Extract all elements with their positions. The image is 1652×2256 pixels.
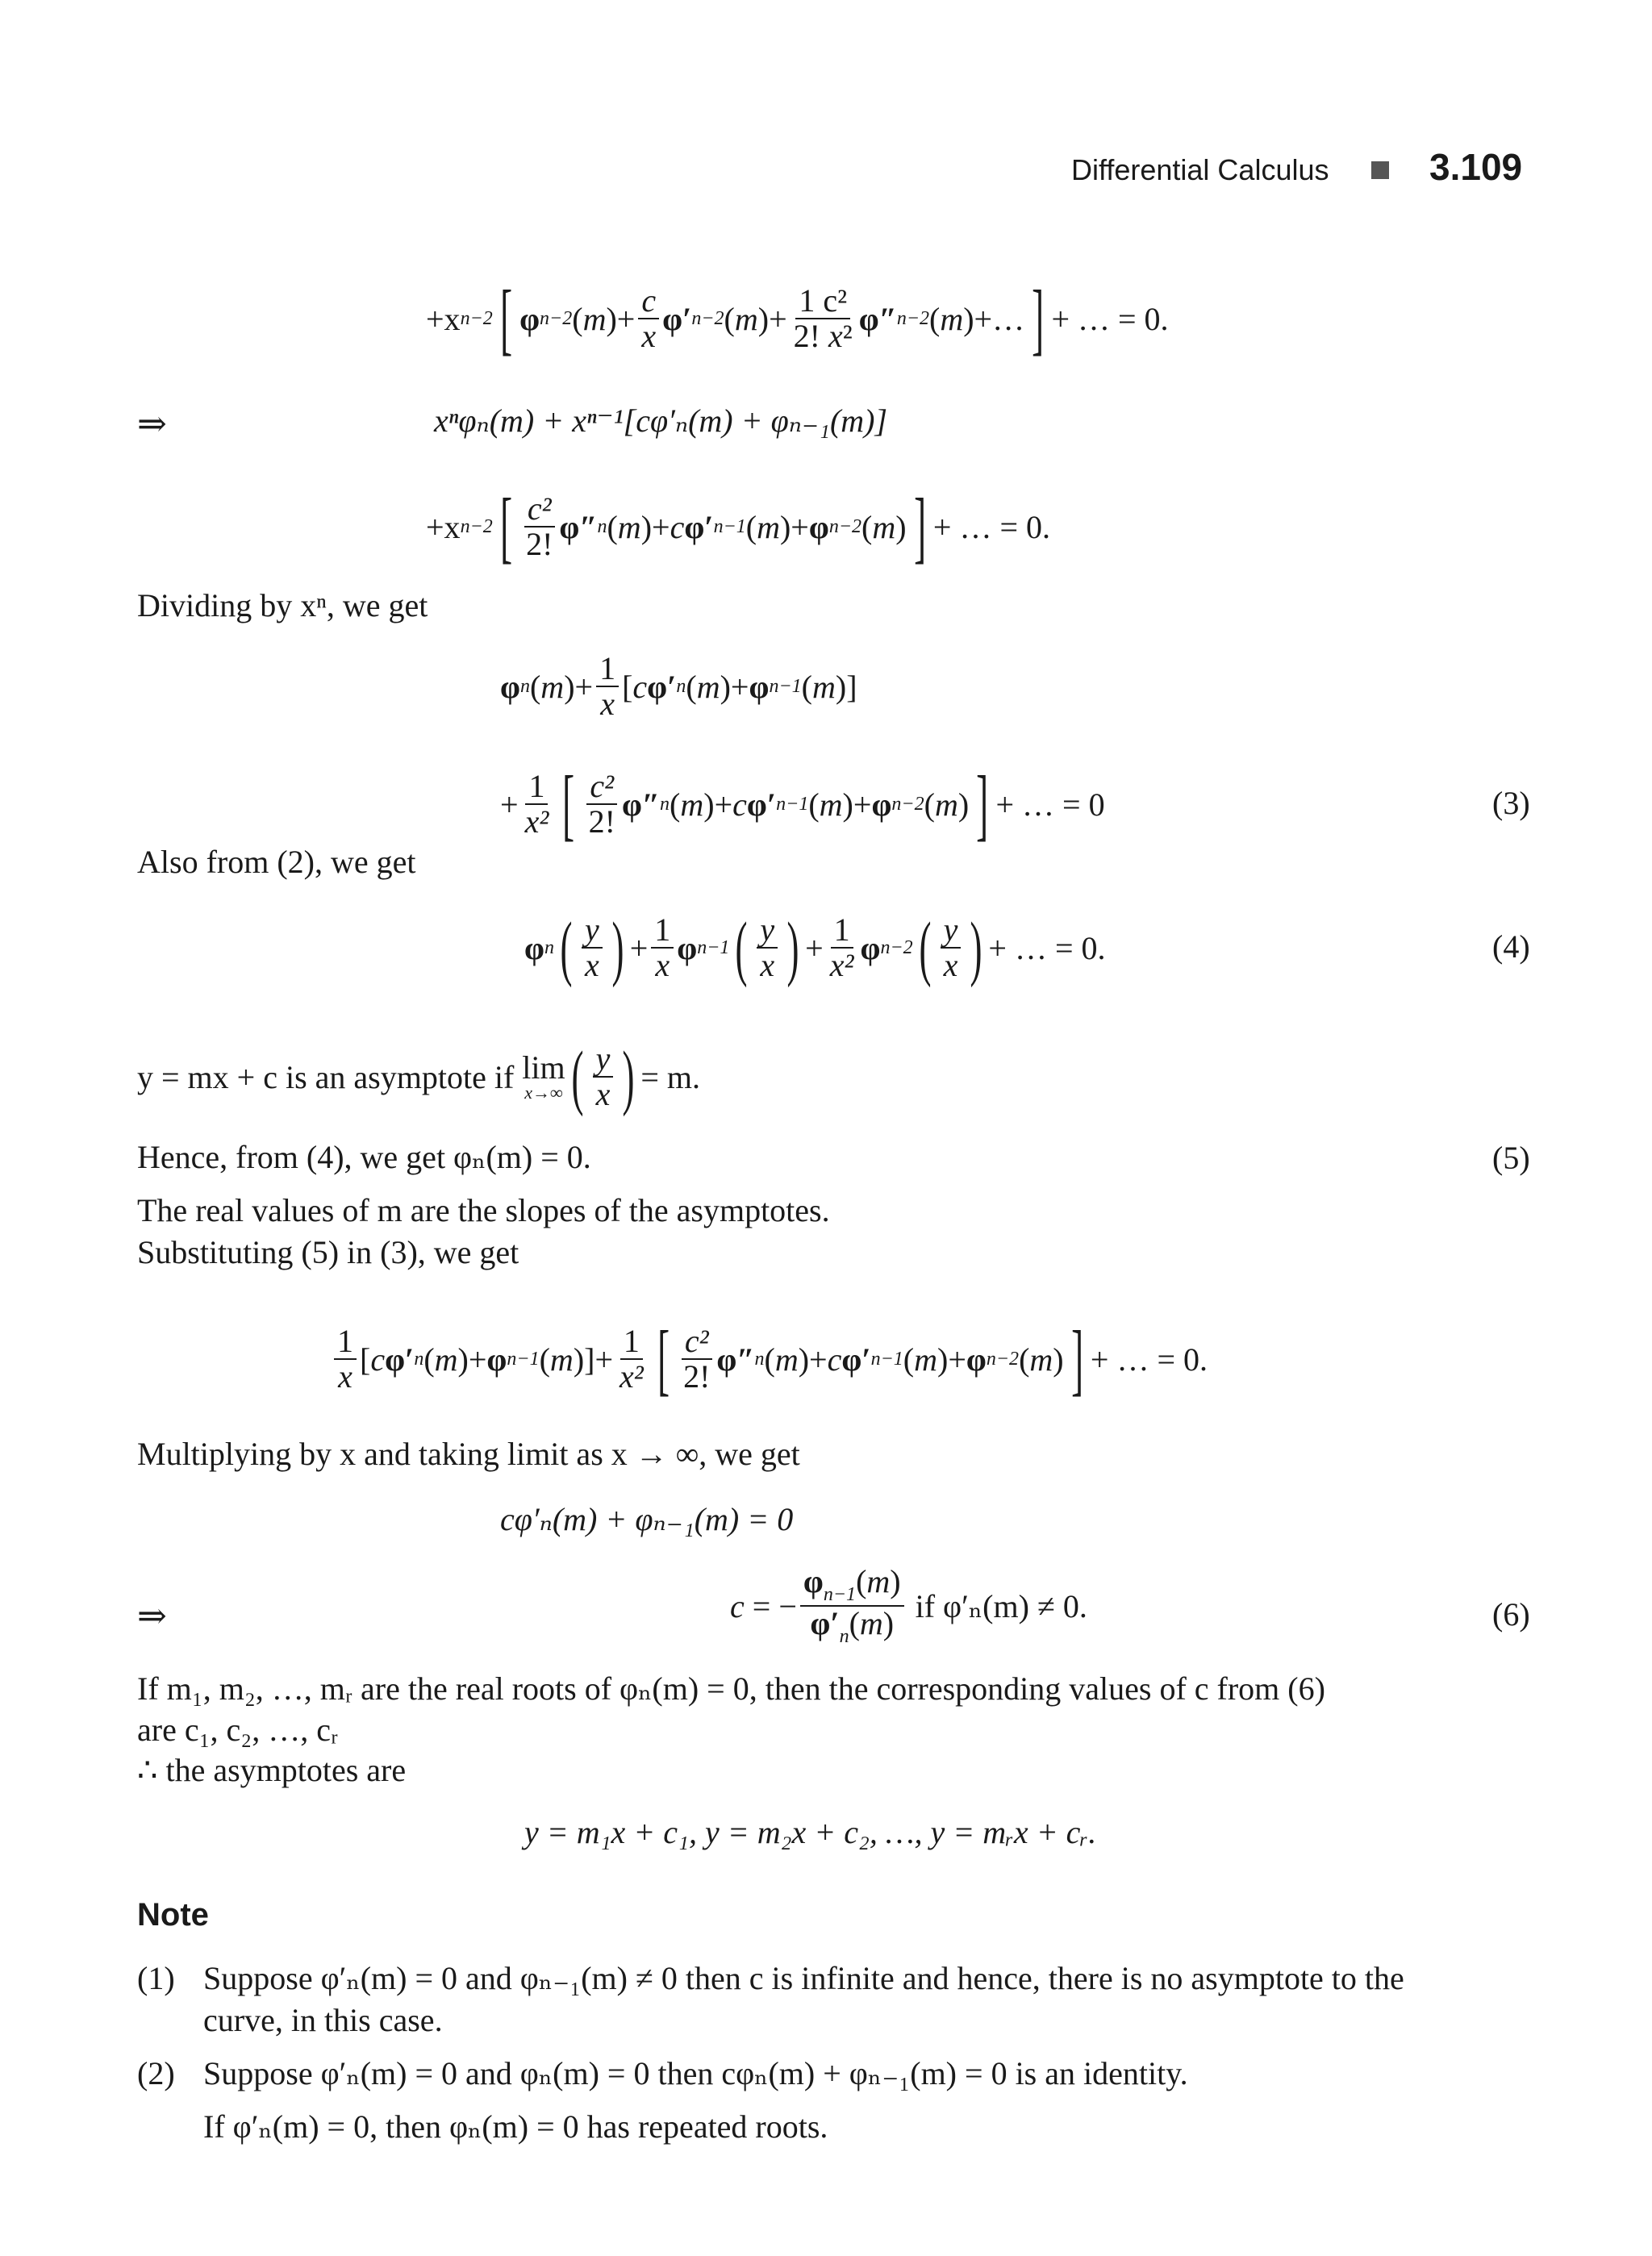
text-if-roots: If m₁, m₂, …, mᵣ are the real roots of φₙ(m) = 0, then the corresponding values of c from (6) [137, 1670, 1325, 1707]
text-also-from: Also from (2), we get [137, 844, 416, 880]
page-number: 3.109 [1429, 146, 1523, 188]
text-substituting: Substituting (5) in (3), we get [137, 1234, 519, 1270]
note-item-2-number: (2) [137, 2055, 175, 2091]
equation-expansion-line2: xⁿφₙ(m) + xⁿ⁻¹[cφ′ₙ(m) + φₙ₋₁(m)] [434, 402, 888, 439]
equation-number-4: (4) [1492, 928, 1530, 965]
equation-asymptotes-list: y = m₁x + c₁, y = m₂x + c₂, …, y = mᵣx + cᵣ. [524, 1814, 1097, 1850]
implies-arrow: ⇒ [137, 404, 167, 444]
equation-expansion-line1: +x n−2 [ φ n−2 ( m )+ $\frac{c}{x}$ φ′ n−2 ( m )+ $\frac{\text{1 c²}}{\text{2! x²}}$ φ″ n−2 ( m )+… ] + … = 0. [426, 273, 1169, 363]
equation-c-relation: cφ′ₙ(m) + φₙ₋₁(m) = 0 [500, 1501, 794, 1537]
note-item-1-number: (1) [137, 1960, 175, 1996]
header-square-icon [1371, 161, 1389, 179]
equation-4: φ n ( $\frac{y}{x}$ ) + $\frac{1}{x}$ φ n−1 ( $\frac{y}{x}$ ) + $\frac{1}{\text{x²}}$ φ n−2 ( $\frac{y}{x}$ ) + … = 0. [524, 907, 1106, 988]
text-hence: Hence, from (4), we get φₙ(m) = 0. [137, 1139, 591, 1175]
text-multiplying: Multiplying by x and taking limit as x → ∞, we get [137, 1436, 800, 1472]
implies-arrow-2: ⇒ [137, 1596, 167, 1636]
equation-3-line1: φ n ( m )+ $\frac{1}{x}$ [ c φ′ n ( m )+ φ n−1 ( m )] [500, 650, 857, 722]
text-real-values: The real values of m are the slopes of the asymptotes. [137, 1192, 830, 1228]
running-header-title: Differential Calculus [1071, 153, 1329, 186]
asymptote-condition: y = mx + c is an asymptote if lim x→∞ ( $\frac{y}{x}$ ) = m. [137, 1036, 701, 1117]
equation-number-3: (3) [1492, 785, 1530, 821]
text-dividing: Dividing by xⁿ, we get [137, 587, 428, 623]
equation-3-line2: + $\frac{1}{\text{x²}}$ [ $\frac{\text{c²}}{2!}$ φ″ n ( m )+ c φ′ n−1 ( m )+ φ n−2 ( m ) ] + … = 0 [500, 759, 1105, 849]
equation-expansion-line3: +x n−2 [ $\frac{\text{c²}}{2!}$ φ″ n ( m )+ c φ′ n−1 ( m )+ φ n−2 ( m ) ] + … = 0. [426, 482, 1051, 571]
note-heading: Note [137, 1897, 209, 1933]
equation-number-5: (5) [1492, 1140, 1530, 1176]
equation-6: c = − $\frac{\varphi_{n-1}(m)}{\varphi'_n(m)}$ if φ′ₙ(m) ≠ 0. [730, 1563, 1087, 1648]
note-item-1-line1: Suppose φ′ₙ(m) = 0 and φₙ₋₁(m) ≠ 0 then c is infinite and hence, there is no asymptote to the [203, 1960, 1404, 1996]
note-item-1-line2: curve, in this case. [203, 2002, 443, 2038]
equation-number-6: (6) [1492, 1596, 1530, 1633]
note-item-2-line1: Suppose φ′ₙ(m) = 0 and φₙ(m) = 0 then cφₙ(m) + φₙ₋₁(m) = 0 is an identity. [203, 2055, 1188, 2091]
text-are-c: are c₁, c₂, …, cᵣ [137, 1712, 339, 1748]
equation-substituted: $\frac{1}{x}$ [ c φ′ n ( m )+ φ n−1 ( m )]+ $\frac{1}{\text{x²}}$ [ $\frac{\text{c²}}{2!}$ φ″ n ( m )+ c φ′ n−1 ( m )+ φ n−2 ( m ) ] + … = 0. [331, 1299, 1208, 1420]
text-therefore: ∴ the asymptotes are [137, 1752, 407, 1788]
note-item-2-line2: If φ′ₙ(m) = 0, then φₙ(m) = 0 has repeated roots. [203, 2108, 828, 2145]
